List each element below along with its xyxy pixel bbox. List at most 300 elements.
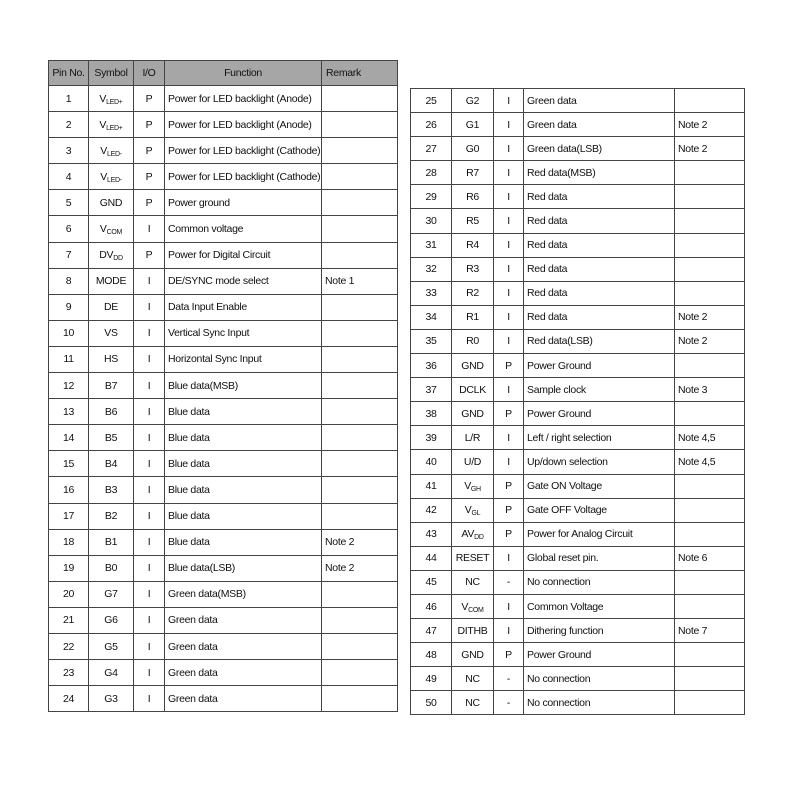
- pin-io: I: [494, 619, 524, 643]
- pin-remark: [322, 190, 398, 216]
- pin-remark: Note 7: [675, 619, 745, 643]
- pin-io: P: [494, 402, 524, 426]
- pin-remark: [675, 233, 745, 257]
- pin-remark: [675, 691, 745, 715]
- pin-io: I: [134, 555, 165, 581]
- pin-symbol: GND: [452, 354, 494, 378]
- pin-symbol: R4: [452, 233, 494, 257]
- table-row: [411, 185, 745, 209]
- pin-function: No connection: [524, 570, 675, 594]
- pin-remark: [322, 425, 398, 451]
- table-row: [49, 294, 398, 320]
- pin-number: 27: [411, 137, 452, 161]
- pin-function: Power Ground: [524, 354, 675, 378]
- pin-io: -: [494, 691, 524, 715]
- pin-function: Power for LED backlight (Anode): [165, 112, 322, 138]
- pin-symbol: G0: [452, 137, 494, 161]
- pin-symbol: VS: [89, 320, 134, 346]
- pin-symbol: $V_{GH}$: [452, 474, 494, 498]
- pin-remark: Note 2: [675, 305, 745, 329]
- pin-remark: Note 4,5: [675, 450, 745, 474]
- pin-symbol: R5: [452, 209, 494, 233]
- pin-number: 29: [411, 185, 452, 209]
- pin-io: I: [134, 529, 165, 555]
- pin-remark: [322, 581, 398, 607]
- pin-number: 28: [411, 161, 452, 185]
- pin-symbol: R7: [452, 161, 494, 185]
- pin-number: 25: [411, 89, 452, 113]
- table-row: [49, 686, 398, 712]
- pin-symbol: $AV_{DD}$: [452, 522, 494, 546]
- pin-io: I: [494, 89, 524, 113]
- pin-number: 39: [411, 426, 452, 450]
- table-row: [49, 425, 398, 451]
- pin-remark: [675, 594, 745, 618]
- pin-number: 16: [49, 477, 89, 503]
- pin-function: Green data: [165, 686, 322, 712]
- pin-io: I: [134, 373, 165, 399]
- pin-function: Dithering function: [524, 619, 675, 643]
- pin-symbol: L/R: [452, 426, 494, 450]
- pin-function: Up/down selection: [524, 450, 675, 474]
- pin-symbol: B2: [89, 503, 134, 529]
- symbol-subscript: DD: [113, 255, 123, 263]
- pin-remark: Note 1: [322, 268, 398, 294]
- pin-number: 10: [49, 320, 89, 346]
- pin-function: Left / right selection: [524, 426, 675, 450]
- pin-remark: [322, 112, 398, 138]
- pin-function: Red data: [524, 257, 675, 281]
- pin-function: Power ground: [165, 190, 322, 216]
- pin-io: I: [134, 607, 165, 633]
- pin-symbol: RESET: [452, 546, 494, 570]
- pin-remark: [675, 570, 745, 594]
- pin-number: 43: [411, 522, 452, 546]
- pin-number: 38: [411, 402, 452, 426]
- table-row: [411, 402, 745, 426]
- pin-io: I: [134, 425, 165, 451]
- pin-function: DE/SYNC mode select: [165, 268, 322, 294]
- pin-symbol: $V_{GL}$: [452, 498, 494, 522]
- header-io: I/O: [134, 61, 165, 86]
- table-row: [49, 268, 398, 294]
- pin-remark: Note 2: [675, 329, 745, 353]
- header-remark: Remark: [322, 61, 398, 86]
- pin-function: Blue data: [165, 503, 322, 529]
- pin-number: 8: [49, 268, 89, 294]
- table-row: [49, 164, 398, 190]
- pin-symbol: MODE: [89, 268, 134, 294]
- pin-function: Common Voltage: [524, 594, 675, 618]
- pin-symbol: R2: [452, 281, 494, 305]
- pin-number: 13: [49, 399, 89, 425]
- pin-function: Green data: [524, 89, 675, 113]
- pin-symbol: $V_{COM}$: [89, 216, 134, 242]
- pin-io: P: [134, 112, 165, 138]
- pin-remark: [675, 667, 745, 691]
- pin-number: 49: [411, 667, 452, 691]
- left-table-body: [49, 86, 398, 712]
- table-row: [411, 89, 745, 113]
- pin-io: I: [494, 233, 524, 257]
- pin-number: 35: [411, 329, 452, 353]
- pin-io: P: [494, 474, 524, 498]
- pin-number: 40: [411, 450, 452, 474]
- pin-symbol: R1: [452, 305, 494, 329]
- pin-remark: [322, 373, 398, 399]
- pin-symbol: B0: [89, 555, 134, 581]
- table-row: [49, 373, 398, 399]
- pin-remark: [322, 138, 398, 164]
- pin-number: 7: [49, 242, 89, 268]
- pin-io: I: [494, 137, 524, 161]
- pin-io: I: [494, 185, 524, 209]
- pin-number: 11: [49, 346, 89, 372]
- pin-remark: [675, 522, 745, 546]
- pin-number: 34: [411, 305, 452, 329]
- pin-io: I: [494, 161, 524, 185]
- pin-io: I: [494, 281, 524, 305]
- pin-symbol: GND: [89, 190, 134, 216]
- pin-number: 3: [49, 138, 89, 164]
- table-row: [411, 281, 745, 305]
- pin-remark: [675, 89, 745, 113]
- pin-io: I: [494, 305, 524, 329]
- pin-symbol: NC: [452, 570, 494, 594]
- pin-io: I: [494, 594, 524, 618]
- pin-io: I: [494, 113, 524, 137]
- pin-number: 6: [49, 216, 89, 242]
- pin-number: 30: [411, 209, 452, 233]
- pin-symbol: G1: [452, 113, 494, 137]
- pin-io: P: [494, 354, 524, 378]
- pin-remark: [322, 503, 398, 529]
- pin-table-left: [48, 60, 398, 712]
- pin-symbol: NC: [452, 691, 494, 715]
- pin-function: Green data: [165, 633, 322, 659]
- pin-function: Sample clock: [524, 378, 675, 402]
- pin-symbol: $V_{LED+}$: [89, 86, 134, 112]
- pin-remark: Note 6: [675, 546, 745, 570]
- pin-remark: [675, 257, 745, 281]
- header-pin-no: Pin No.: [49, 61, 89, 86]
- pin-number: 9: [49, 294, 89, 320]
- pin-remark: [322, 633, 398, 659]
- pin-number: 44: [411, 546, 452, 570]
- pin-remark: Note 2: [675, 113, 745, 137]
- table-row: [49, 346, 398, 372]
- pin-remark: [322, 660, 398, 686]
- pin-io: I: [134, 633, 165, 659]
- table-row: [411, 498, 745, 522]
- pin-io: P: [134, 242, 165, 268]
- symbol-subscript: COM: [106, 229, 123, 237]
- pin-io: -: [494, 570, 524, 594]
- pin-function: Blue data: [165, 425, 322, 451]
- pin-remark: [322, 451, 398, 477]
- table-row: [49, 633, 398, 659]
- pin-symbol: R6: [452, 185, 494, 209]
- table-row: [411, 426, 745, 450]
- pin-symbol: $DV_{DD}$: [89, 242, 134, 268]
- table-row: [49, 660, 398, 686]
- pin-number: 46: [411, 594, 452, 618]
- pin-remark: [322, 320, 398, 346]
- pin-number: 15: [49, 451, 89, 477]
- pin-remark: [675, 474, 745, 498]
- pin-symbol: DE: [89, 294, 134, 320]
- pin-io: I: [494, 378, 524, 402]
- pin-number: 48: [411, 643, 452, 667]
- pin-io: I: [134, 477, 165, 503]
- table-row: [411, 474, 745, 498]
- pin-function: Data Input Enable: [165, 294, 322, 320]
- pin-number: 12: [49, 373, 89, 399]
- table-row: [49, 607, 398, 633]
- pin-number: 2: [49, 112, 89, 138]
- pin-function: Common voltage: [165, 216, 322, 242]
- pin-remark: [675, 643, 745, 667]
- pin-number: 47: [411, 619, 452, 643]
- pin-function: Red data: [524, 281, 675, 305]
- pin-remark: [675, 498, 745, 522]
- table-row: [411, 667, 745, 691]
- table-row: [411, 522, 745, 546]
- pin-io: P: [134, 138, 165, 164]
- pin-remark: [322, 294, 398, 320]
- symbol-subscript: GH: [470, 486, 481, 494]
- table-row: [411, 137, 745, 161]
- header-symbol: Symbol: [89, 61, 134, 86]
- pin-remark: [675, 402, 745, 426]
- pin-io: P: [494, 498, 524, 522]
- pin-remark: Note 2: [322, 529, 398, 555]
- pin-number: 20: [49, 581, 89, 607]
- pin-io: -: [494, 667, 524, 691]
- pin-symbol: DCLK: [452, 378, 494, 402]
- pin-symbol: $V_{LED-}$: [89, 138, 134, 164]
- pin-number: 37: [411, 378, 452, 402]
- symbol-subscript: DD: [474, 534, 484, 542]
- pin-function: Red data: [524, 185, 675, 209]
- pin-io: P: [134, 164, 165, 190]
- pin-symbol: G4: [89, 660, 134, 686]
- pin-function: Red data(MSB): [524, 161, 675, 185]
- pin-remark: [322, 607, 398, 633]
- table-row: [411, 643, 745, 667]
- pin-remark: [322, 216, 398, 242]
- pin-io: I: [494, 257, 524, 281]
- pin-number: 4: [49, 164, 89, 190]
- table-row: [49, 529, 398, 555]
- pin-symbol: G7: [89, 581, 134, 607]
- pin-function: Green data: [524, 113, 675, 137]
- pin-number: 24: [49, 686, 89, 712]
- pin-io: P: [134, 86, 165, 112]
- pin-io: I: [134, 268, 165, 294]
- pin-symbol: G3: [89, 686, 134, 712]
- pin-symbol: NC: [452, 667, 494, 691]
- pin-function: Blue data: [165, 529, 322, 555]
- symbol-subscript: COM: [468, 606, 484, 614]
- pin-symbol: B5: [89, 425, 134, 451]
- pin-remark: [322, 477, 398, 503]
- table-row: [411, 257, 745, 281]
- pin-number: 1: [49, 86, 89, 112]
- pin-function: Gate ON Voltage: [524, 474, 675, 498]
- pin-symbol: B6: [89, 399, 134, 425]
- pin-number: 23: [49, 660, 89, 686]
- pin-function: Power Ground: [524, 402, 675, 426]
- pin-function: Power for Digital Circuit: [165, 242, 322, 268]
- pin-remark: [675, 161, 745, 185]
- pin-io: I: [494, 329, 524, 353]
- pin-number: 50: [411, 691, 452, 715]
- pin-function: Green data: [165, 607, 322, 633]
- table-row: [49, 112, 398, 138]
- symbol-subscript: LED-: [106, 150, 122, 158]
- table-row: [411, 594, 745, 618]
- table-row: [411, 546, 745, 570]
- pin-symbol: HS: [89, 346, 134, 372]
- pin-io: P: [494, 643, 524, 667]
- pin-function: Global reset pin.: [524, 546, 675, 570]
- pin-function: Red data: [524, 209, 675, 233]
- pin-remark: [675, 185, 745, 209]
- table-row: [49, 503, 398, 529]
- pin-number: 36: [411, 354, 452, 378]
- pin-remark: [322, 346, 398, 372]
- pin-number: 17: [49, 503, 89, 529]
- table-row: [49, 190, 398, 216]
- pin-io: I: [134, 294, 165, 320]
- table-row: [49, 477, 398, 503]
- pin-function: Blue data(MSB): [165, 373, 322, 399]
- pin-symbol: G5: [89, 633, 134, 659]
- pin-symbol: GND: [452, 643, 494, 667]
- pin-function: Power for Analog Circuit: [524, 522, 675, 546]
- pin-number: 22: [49, 633, 89, 659]
- pin-io: P: [494, 522, 524, 546]
- pin-remark: [322, 399, 398, 425]
- pin-remark: [322, 242, 398, 268]
- pin-io: I: [134, 216, 165, 242]
- pin-symbol: B4: [89, 451, 134, 477]
- pin-io: I: [134, 686, 165, 712]
- pin-remark: [675, 281, 745, 305]
- pin-io: I: [494, 209, 524, 233]
- pin-remark: Note 3: [675, 378, 745, 402]
- pin-number: 19: [49, 555, 89, 581]
- pin-number: 5: [49, 190, 89, 216]
- pin-function: Red data: [524, 305, 675, 329]
- pin-function: Blue data(LSB): [165, 555, 322, 581]
- pin-remark: [322, 164, 398, 190]
- pin-number: 32: [411, 257, 452, 281]
- symbol-subscript: LED+: [106, 124, 123, 132]
- table-row: [411, 113, 745, 137]
- table-row: [49, 451, 398, 477]
- pin-symbol: U/D: [452, 450, 494, 474]
- pin-symbol: DITHB: [452, 619, 494, 643]
- pin-number: 42: [411, 498, 452, 522]
- pin-number: 26: [411, 113, 452, 137]
- pin-remark: [322, 86, 398, 112]
- table-row: [49, 216, 398, 242]
- pin-table-right: [410, 88, 745, 715]
- table-row: [411, 619, 745, 643]
- pin-io: P: [134, 190, 165, 216]
- pin-remark: [675, 354, 745, 378]
- pin-number: 45: [411, 570, 452, 594]
- pin-function: Blue data: [165, 451, 322, 477]
- table-row: [411, 305, 745, 329]
- pin-remark: [675, 209, 745, 233]
- pin-symbol: $V_{COM}$: [452, 594, 494, 618]
- pin-remark: Note 2: [322, 555, 398, 581]
- table-row: [411, 450, 745, 474]
- symbol-subscript: GL: [471, 510, 481, 518]
- pin-symbol: $V_{LED+}$: [89, 112, 134, 138]
- pin-symbol: $V_{LED-}$: [89, 164, 134, 190]
- table-row: [49, 555, 398, 581]
- symbol-subscript: LED+: [106, 98, 123, 106]
- table-row: [411, 209, 745, 233]
- table-row: [411, 378, 745, 402]
- pin-function: Green data(LSB): [524, 137, 675, 161]
- pin-io: I: [494, 546, 524, 570]
- pin-number: 18: [49, 529, 89, 555]
- table-row: [49, 399, 398, 425]
- pin-io: I: [134, 660, 165, 686]
- table-row: [49, 138, 398, 164]
- table-row: [411, 329, 745, 353]
- table-row: [49, 320, 398, 346]
- pin-io: I: [134, 346, 165, 372]
- pin-number: 14: [49, 425, 89, 451]
- pin-number: 41: [411, 474, 452, 498]
- pin-number: 21: [49, 607, 89, 633]
- pin-number: 33: [411, 281, 452, 305]
- pin-function: Vertical Sync Input: [165, 320, 322, 346]
- pin-function: Horizontal Sync Input: [165, 346, 322, 372]
- pin-function: Green data: [165, 660, 322, 686]
- symbol-subscript: LED-: [106, 176, 122, 184]
- pin-function: Power Ground: [524, 643, 675, 667]
- pin-function: Red data(LSB): [524, 329, 675, 353]
- pin-function: No connection: [524, 691, 675, 715]
- header-function: Function: [165, 61, 322, 86]
- pin-symbol: B1: [89, 529, 134, 555]
- pin-io: I: [134, 451, 165, 477]
- table-row: [49, 242, 398, 268]
- pin-remark: [322, 686, 398, 712]
- table-row: [49, 581, 398, 607]
- pin-number: 31: [411, 233, 452, 257]
- table-header-row: [49, 61, 398, 86]
- pin-function: Power for LED backlight (Anode): [165, 86, 322, 112]
- table-row: [411, 354, 745, 378]
- pin-io: I: [494, 450, 524, 474]
- table-row: [411, 233, 745, 257]
- pin-symbol: R0: [452, 329, 494, 353]
- pin-io: I: [134, 503, 165, 529]
- pin-symbol: G6: [89, 607, 134, 633]
- pin-function: Green data(MSB): [165, 581, 322, 607]
- pin-symbol: R3: [452, 257, 494, 281]
- pin-function: Power for LED backlight (Cathode): [165, 164, 322, 190]
- right-table-body: [411, 89, 745, 715]
